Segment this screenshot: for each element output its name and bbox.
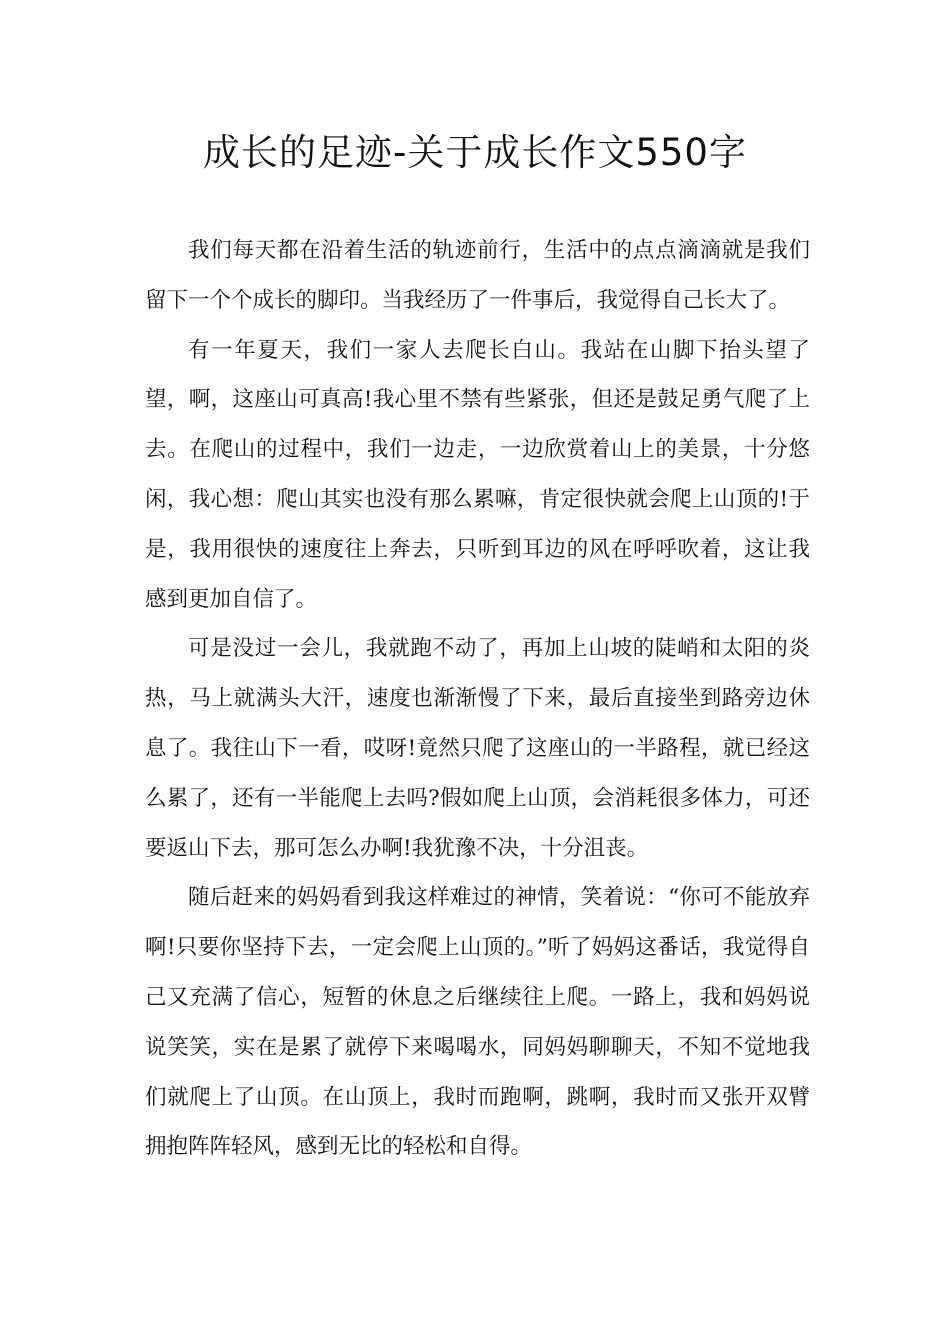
paragraph-2: 有一年夏天，我们一家人去爬长白山。我站在山脚下抬头望了望，啊，这座山可真高!我心里不禁有些紧张，但还是鼓足勇气爬了上去。在爬山的过程中，我们一边走，一边欣赏着山上的美景，十分悠闲，我心想：爬山其实也没有那么累嘛，肯定很快就会爬上山顶的!于是，我用很快的速度往上奔去，只听到耳边的风在呼呼吹着，这让我感到更加自信了。	[145, 337, 810, 612]
document-title: 成长的足迹-关于成长作文550字	[203, 131, 747, 174]
document-body	[145, 226, 810, 1172]
paragraph-3: 可是没过一会儿，我就跑不动了，再加上山坡的陡峭和太阳的炎热，马上就满头大汗，速度也渐渐慢了下来，最后直接坐到路旁边休息了。我往山下一看，哎呀!竟然只爬了这座山的一半路程，就已经这么累了，还有一半能爬上去吗?假如爬上山顶，会消耗很多体力，可还要返山下去，那可怎么办啊!我犹豫不决，十分沮丧。	[145, 636, 810, 861]
paragraph-1: 我们每天都在沿着生活的轨迹前行，生活中的点点滴滴就是我们留下一个个成长的脚印。当我经历了一件事后，我觉得自己长大了。	[145, 238, 810, 313]
paragraph-4: 随后赶来的妈妈看到我这样难过的神情，笑着说：“你可不能放弃啊!只要你坚持下去，一定会爬上山顶的。”听了妈妈这番话，我觉得自己又充满了信心，短暂的休息之后继续往上爬。一路上，我和妈妈说说笑笑，实在是累了就停下来喝喝水，同妈妈聊聊天，不知不觉地我们就爬上了山顶。在山顶上，我时而跑啊，跳啊，我时而又张开双臂拥抱阵阵轻风，感到无比的轻松和自得。	[145, 885, 810, 1160]
